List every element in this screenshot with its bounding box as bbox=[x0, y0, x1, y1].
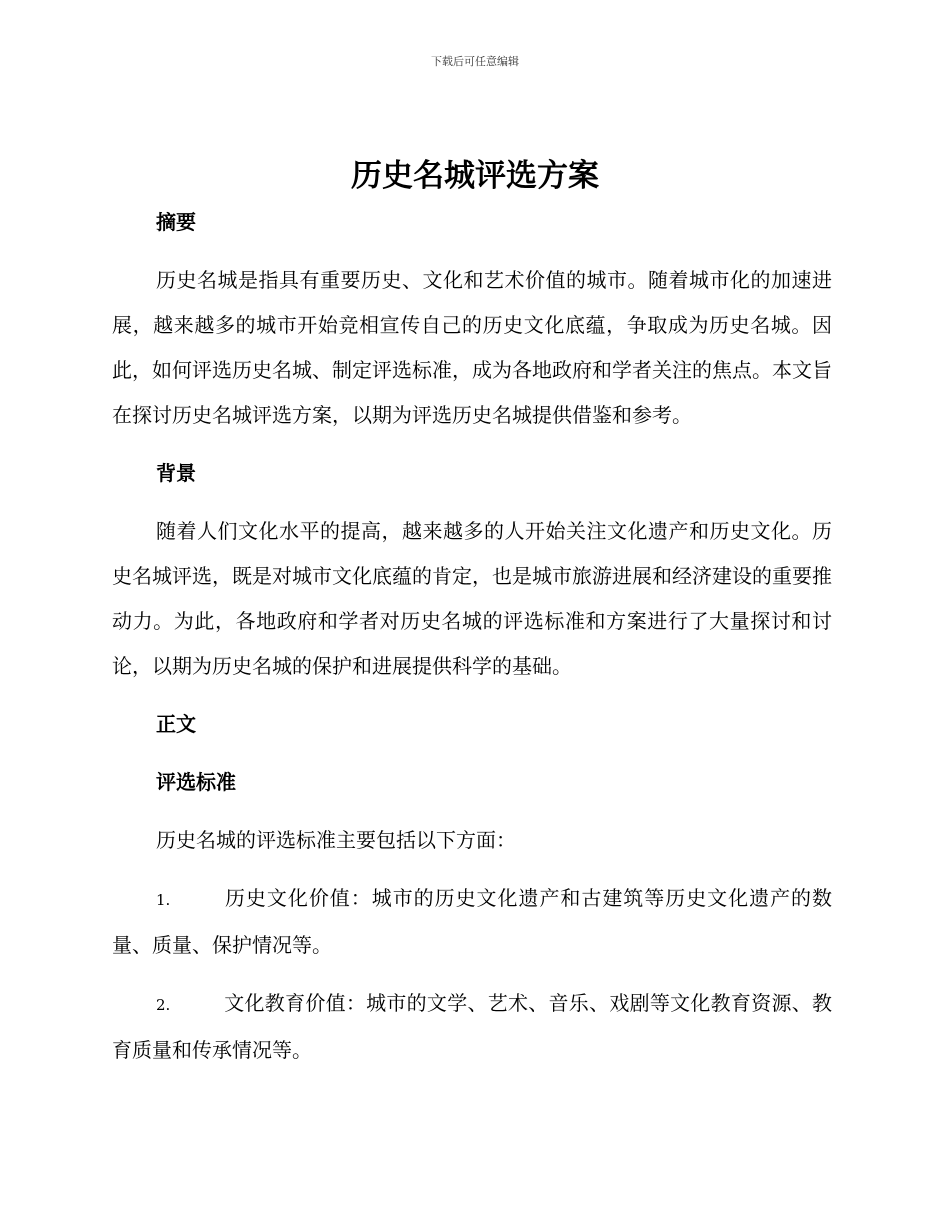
list-number: 1. bbox=[156, 891, 171, 909]
list-item bbox=[112, 981, 832, 1073]
list-text: 文化教育价值：城市的文学、艺术、音乐、戏剧等文化教育资源、教育质量和传承情况等。 bbox=[112, 991, 832, 1062]
document-title: 历史名城评选方案 bbox=[351, 158, 599, 194]
abstract-heading: 摘要 bbox=[156, 210, 196, 234]
criteria-heading: 评选标准 bbox=[156, 770, 236, 794]
criteria-intro: 历史名城的评选标准主要包括以下方面： bbox=[156, 828, 516, 852]
list-text: 历史文化价值：城市的历史文化遗产和古建筑等历史文化遗产的数量、质量、保护情况等。 bbox=[112, 886, 832, 957]
main-text-heading: 正文 bbox=[156, 712, 196, 736]
document-body bbox=[112, 200, 832, 1086]
list-item bbox=[112, 876, 832, 968]
list-number: 2. bbox=[156, 996, 171, 1014]
abstract-paragraph: 历史名城是指具有重要历史、文化和艺术价值的城市。随着城市化的加速进展，越来越多的城市开始竞相宣传自己的历史文化底蕴，争取成为历史名城。因此，如何评选历史名城、制定评选标准，成为各地政府和学者关注的焦点。本文旨在探讨历史名城评选方案，以期为评选历史名城提供借鉴和参考。 bbox=[112, 268, 832, 427]
background-heading: 背景 bbox=[156, 461, 196, 485]
header-note: 下载后可任意编辑 bbox=[431, 55, 519, 68]
background-paragraph: 随着人们文化水平的提高，越来越多的人开始关注文化遗产和历史文化。历史名城评选，既是对城市文化底蕴的肯定，也是城市旅游进展和经济建设的重要推动力。为此，各地政府和学者对历史名城的评选标准和方案进行了大量探讨和讨论，以期为历史名城的保护和进展提供科学的基础。 bbox=[112, 519, 832, 678]
